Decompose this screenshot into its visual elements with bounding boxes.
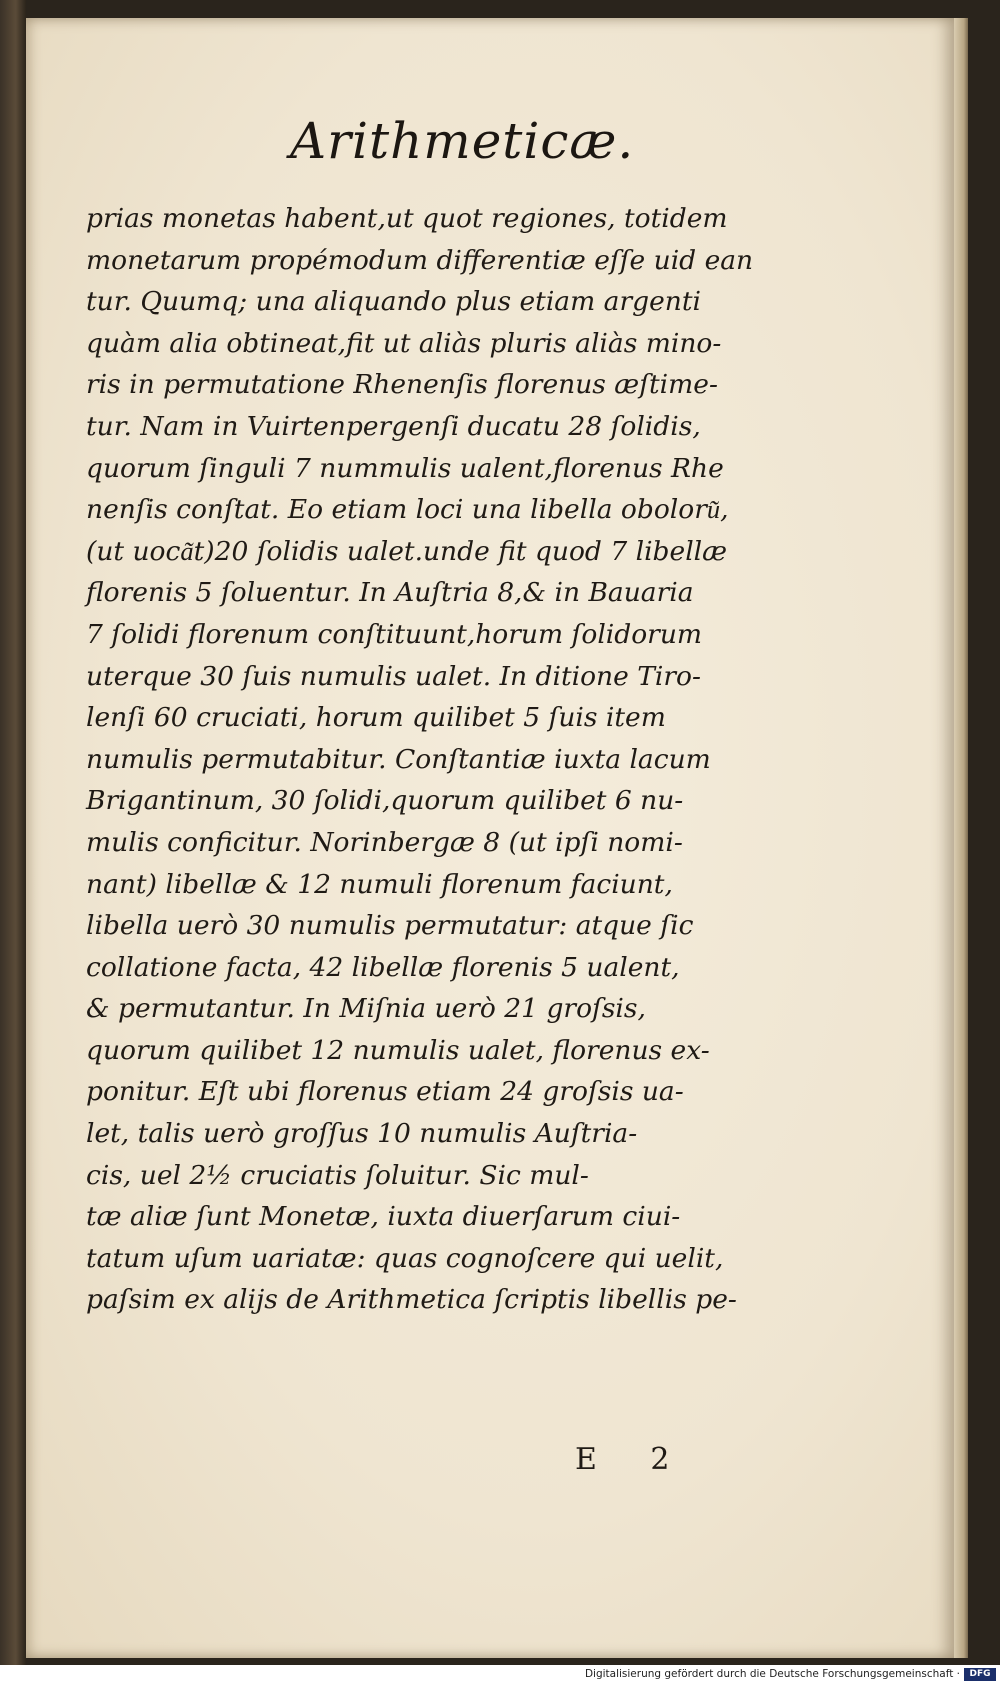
text-line: collatione facta, 42 libellæ florenis 5 ualent, <box>86 951 680 983</box>
text-line: & permutantur. In Miſnia uerò 21 groſsis, <box>86 993 646 1025</box>
footer-credit: Digitalisierung gefördert durch die Deutsche Forschungsgemeinschaft · <box>584 1668 960 1680</box>
text-line: Brigantinum, 30 ſolidi,quorum quilibet 6 nu- <box>86 785 684 817</box>
text-line: uterque 30 ſuis numulis ualet. In ditione Tiro- <box>86 660 701 692</box>
text-line: florenis 5 ſoluentur. In Auſtria 8,& in Bauaria <box>86 577 694 609</box>
text-line: tæ aliæ ſunt Monetæ, iuxta diuerſarum ciui- <box>86 1201 681 1233</box>
dfg-logo[interactable]: DFG <box>964 1668 996 1681</box>
text-line: quorum quilibet 12 numulis ualet, florenus ex- <box>86 1034 710 1066</box>
text-line: tur. Quumq; una aliquando plus etiam argenti <box>86 286 701 318</box>
text-line: nenſis conſtat. Eo etiam loci una libella oboloru͂, <box>86 494 729 526</box>
text-line: ris in permutatione Rhenenſis florenus æſtime- <box>86 369 718 401</box>
text-line: 7 ſolidi florenum conſtituunt,horum ſolidorum <box>86 618 703 650</box>
text-line: quàm alia obtineat,fit ut aliàs pluris aliàs mino- <box>86 327 722 359</box>
running-head: Arithmeticæ. <box>290 112 635 170</box>
book-binding-edge <box>0 0 26 1665</box>
text-line: ponitur. Eſt ubi florenus etiam 24 groſsis ua- <box>86 1076 684 1108</box>
text-line: let, talis uerò groſſus 10 numulis Auſtria- <box>86 1118 638 1150</box>
text-line: numulis permutabitur. Conſtantiæ iuxta lacum <box>86 743 711 775</box>
text-line: (ut uoca͂t)20 ſolidis ualet.unde fit quod 7 libellæ <box>86 535 728 567</box>
text-line: paſsim ex alijs de Arithmetica ſcriptis libellis pe- <box>86 1284 737 1316</box>
page-fore-edge <box>954 18 968 1658</box>
text-line: nant) libellæ & 12 numuli florenum faciunt, <box>86 868 673 900</box>
text-line: tatum uſum uariatæ: quas cognoſcere qui uelit, <box>86 1242 724 1274</box>
text-line: tur. Nam in Vuirtenpergenſi ducatu 28 ſolidis, <box>86 410 701 442</box>
text-line: quorum ſinguli 7 nummulis ualent,florenus Rhe <box>86 452 724 484</box>
signature-mark: E 2 <box>575 1442 692 1477</box>
body-text <box>86 198 816 1321</box>
text-line: lenſi 60 cruciati, horum quilibet 5 ſuis item <box>86 702 666 734</box>
footer-bar <box>0 1665 1000 1685</box>
text-line: prias monetas habent,ut quot regiones, totidem <box>86 203 728 234</box>
text-line: libella uerò 30 numulis permutatur: atque ſic <box>86 910 694 942</box>
text-line: cis, uel 2½ cruciatis ſoluitur. Sic mul- <box>86 1159 589 1191</box>
text-line: mulis conficitur. Norinbergæ 8 (ut ipſi nomi- <box>86 826 683 858</box>
text-line: monetarum propémodum differentiæ eſſe uid ean <box>86 244 754 276</box>
